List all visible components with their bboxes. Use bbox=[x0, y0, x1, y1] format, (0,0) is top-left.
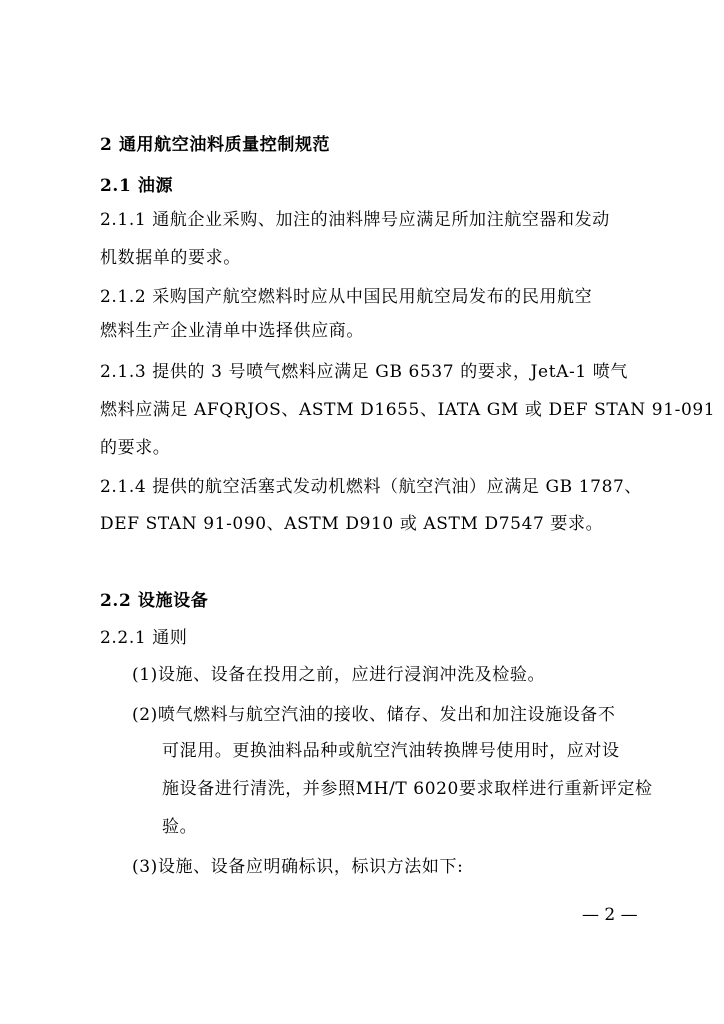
general-item-3: (3)设施、设备应明确标识，标识方法如下: bbox=[132, 857, 464, 877]
clause-2-1-2-line-1: 2.1.2 采购国产航空燃料时应从中国民用航空局发布的民用航空 bbox=[100, 287, 593, 307]
clause-2-1-1-line-1: 2.1.1 通航企业采购、加注的油料牌号应满足所加注航空器和发动 bbox=[100, 210, 610, 230]
section-2-2-1-heading: 2.2.1 通则 bbox=[100, 628, 188, 648]
clause-2-1-1-line-2: 机数据单的要求。 bbox=[100, 248, 241, 268]
general-item-2-line-4: 验。 bbox=[162, 817, 198, 837]
general-item-2-line-3: 施设备进行清洗，并参照MH/T 6020要求取样进行重新评定检 bbox=[162, 779, 653, 799]
page-number: — 2 — bbox=[582, 905, 638, 925]
clause-2-1-3-line-1: 2.1.3 提供的 3 号喷气燃料应满足 GB 6537 的要求，JetA-1 喷气 bbox=[100, 362, 628, 382]
section-2-1-heading: 2.1 油源 bbox=[100, 176, 174, 196]
clause-2-1-4-line-2: DEF STAN 91-090、ASTM D910 或 ASTM D7547 要求。 bbox=[100, 514, 604, 534]
clause-2-1-4-line-1: 2.1.4 提供的航空活塞式发动机燃料（航空汽油）应满足 GB 1787、 bbox=[100, 477, 643, 497]
clause-2-1-3-line-2: 燃料应满足 AFQRJOS、ASTM D1655、IATA GM 或 DEF STAN 91-091 bbox=[100, 400, 716, 420]
general-item-2-line-1: (2)喷气燃料与航空汽油的接收、储存、发出和加注设施设备不 bbox=[132, 705, 616, 725]
general-item-2-line-2: 可混用。更换油料品种或航空汽油转换牌号使用时，应对设 bbox=[162, 741, 620, 761]
section-2-heading: 2 通用航空油料质量控制规范 bbox=[100, 135, 331, 155]
clause-2-1-3-line-3: 的要求。 bbox=[100, 438, 171, 458]
general-item-1: (1)设施、设备在投用之前，应进行浸润冲洗及检验。 bbox=[132, 665, 546, 685]
section-2-2-heading: 2.2 设施设备 bbox=[100, 591, 209, 611]
clause-2-1-2-line-2: 燃料生产企业清单中选择供应商。 bbox=[100, 321, 364, 341]
